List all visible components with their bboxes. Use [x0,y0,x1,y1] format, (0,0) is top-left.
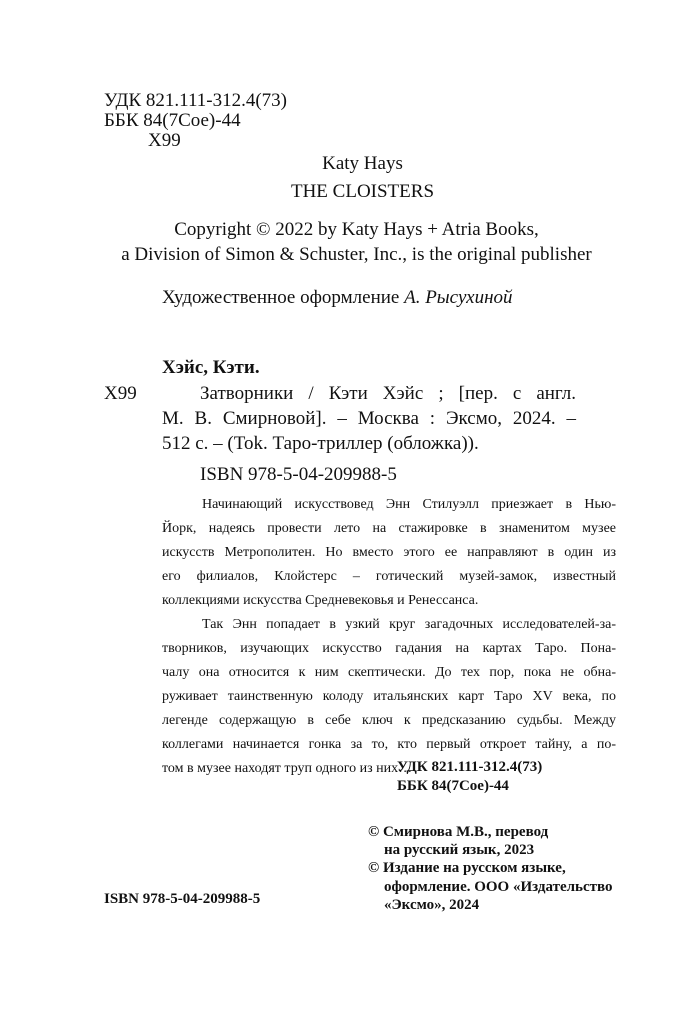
record-line-3: 512 с. – (Tok. Таро-триллер (обложка)). [162,433,479,454]
annotation-p2-line: легенде содержащую в себе ключ к предсказанию судьбы. Между [162,713,616,728]
record-author-mark: Х99 [104,383,137,404]
record-author-heading: Хэйс, Кэти. [162,357,260,378]
annotation-p2-line: творников, изучающих искусство гадания на картах Таро. Пона- [162,641,616,656]
annotation-p1-line: Йорк, надеясь провести лето на стажировке в знаменитом музее [162,521,616,536]
annotation-p2-line: коллегами начинается гонка за то, кто первый откроет тайну, а по- [162,737,616,752]
annotation-p2-line: руживает таинственную колоду итальянских карт Таро XV века, по [162,689,616,704]
annotation-p1-line: Начинающий искусствовед Энн Стилуэлл приезжает в Нью- [202,497,616,512]
record-line-1: Затворники / Кэти Хэйс ; [пер. с англ. [200,383,576,404]
isbn-bottom: ISBN 978-5-04-209988-5 [104,891,261,907]
udk-top: УДК 821.111-312.4(73) [104,90,287,111]
author-mark-top: Х99 [148,130,181,151]
original-title: THE CLOISTERS [290,181,435,202]
copyright-line-2: a Division of Simon & Schuster, Inc., is the original publisher [121,244,592,265]
annotation-p1-line: коллекциями искусства Средневековья и Ренессанса. [162,593,479,608]
annotation-p2-line: чалу она относится к ним скептически. До тех пор, пока не обна- [162,665,616,680]
design-prefix: Художественное оформление [162,287,405,308]
annotation-p1-line: искусств Метрополитен. Но вместо этого ее направляют в один из [162,545,616,560]
record-isbn: ISBN 978-5-04-209988-5 [200,464,397,485]
original-author: Katy Hays [322,153,403,174]
design-artist: А. Рысухиной [404,287,513,308]
copyright-translation-2: на русский язык, 2023 [384,842,535,858]
bbk-bottom: ББК 84(7Сое)-44 [397,778,509,794]
copyright-translation-1: © Смирнова М.В., перевод [368,824,549,840]
record-line-2: М. В. Смирновой]. – Москва : Эксмо, 2024. – [162,408,576,429]
annotation [162,493,616,781]
design-credit [162,287,513,309]
copyright-edition-1: © Издание на русском языке, [368,860,566,876]
copyright-line-1: Copyright © 2022 by Katy Hays + Atria Books, [174,219,539,240]
copyright-edition-3: «Эксмо», 2024 [384,897,480,913]
annotation-p1-line: его филиалов, Клойстерс – готический музей-замок, известный [162,569,616,584]
bbk-top: ББК 84(7Сое)-44 [104,110,241,131]
copyright-edition-2: оформление. ООО «Издательство [384,879,613,895]
udk-bottom: УДК 821.111-312.4(73) [397,759,543,775]
annotation-p2-line: том в музее находят труп одного из них… [162,761,413,776]
annotation-p2-line: Так Энн попадает в узкий круг загадочных исследователей-за- [202,617,616,632]
